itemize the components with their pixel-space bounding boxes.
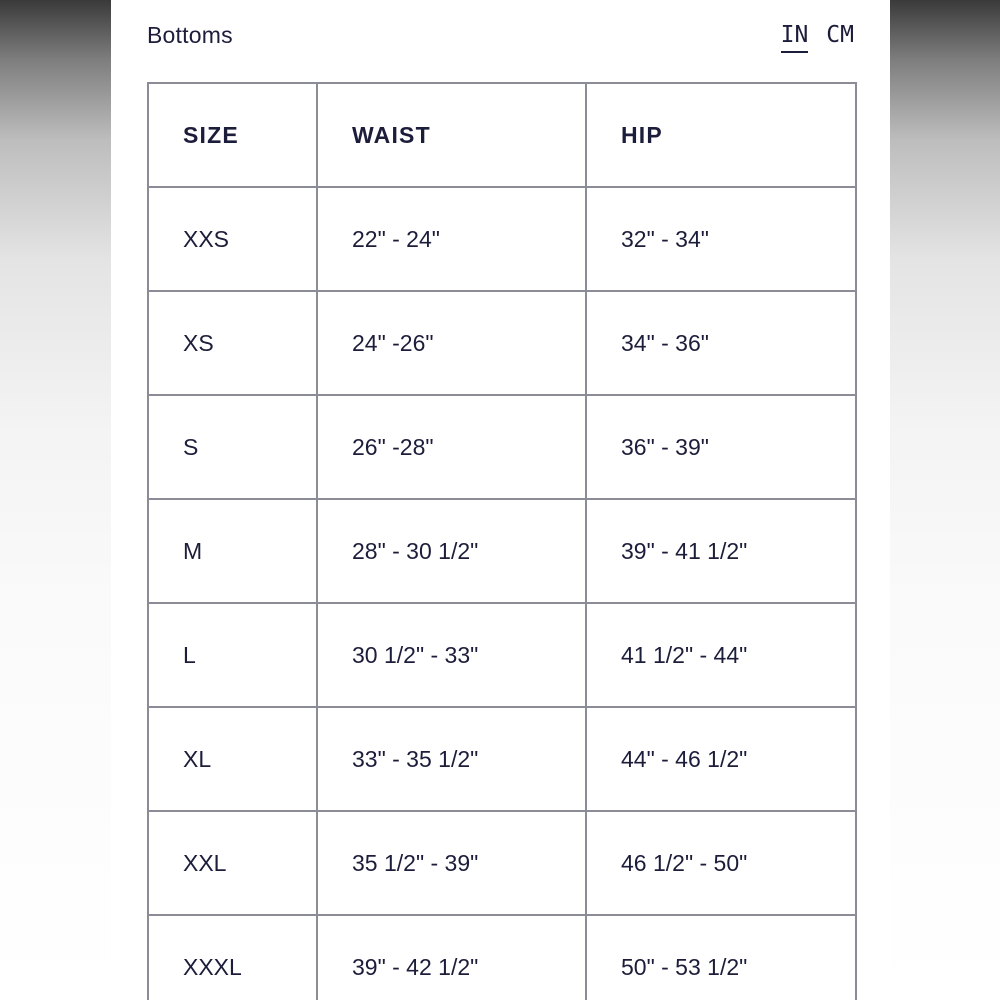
unit-centimeters-option[interactable]: CM	[826, 22, 854, 48]
size-cell: XXL	[148, 811, 317, 915]
waist-cell: 22" - 24"	[317, 187, 586, 291]
size-table	[147, 82, 857, 1000]
waist-cell: 28" - 30 1/2"	[317, 499, 586, 603]
hip-cell: 34" - 36"	[586, 291, 856, 395]
hip-cell: 41 1/2" - 44"	[586, 603, 856, 707]
column-header-hip: HIP	[586, 83, 856, 187]
section-title: Bottoms	[147, 22, 233, 48]
table-header-row	[148, 83, 856, 187]
hip-cell: 46 1/2" - 50"	[586, 811, 856, 915]
table-row	[148, 499, 856, 603]
waist-cell: 26" -28"	[317, 395, 586, 499]
table-row	[148, 707, 856, 811]
hip-cell: 50" - 53 1/2"	[586, 915, 856, 1000]
table-row	[148, 811, 856, 915]
table-row	[148, 603, 856, 707]
hip-cell: 36" - 39"	[586, 395, 856, 499]
unit-inches-option[interactable]: IN	[781, 22, 809, 53]
table-row	[148, 395, 856, 499]
waist-cell: 24" -26"	[317, 291, 586, 395]
table-row	[148, 915, 856, 1000]
size-cell: S	[148, 395, 317, 499]
table-row	[148, 291, 856, 395]
size-chart-panel	[111, 0, 890, 1000]
size-cell: XS	[148, 291, 317, 395]
hip-cell: 44" - 46 1/2"	[586, 707, 856, 811]
column-header-size: SIZE	[148, 83, 317, 187]
waist-cell: 39" - 42 1/2"	[317, 915, 586, 1000]
waist-cell: 33" - 35 1/2"	[317, 707, 586, 811]
waist-cell: 30 1/2" - 33"	[317, 603, 586, 707]
hip-cell: 32" - 34"	[586, 187, 856, 291]
waist-cell: 35 1/2" - 39"	[317, 811, 586, 915]
unit-toggle	[781, 22, 854, 53]
size-cell: XXXL	[148, 915, 317, 1000]
size-cell: XL	[148, 707, 317, 811]
hip-cell: 39" - 41 1/2"	[586, 499, 856, 603]
size-cell: M	[148, 499, 317, 603]
column-header-waist: WAIST	[317, 83, 586, 187]
table-row	[148, 187, 856, 291]
size-cell: L	[148, 603, 317, 707]
size-cell: XXS	[148, 187, 317, 291]
